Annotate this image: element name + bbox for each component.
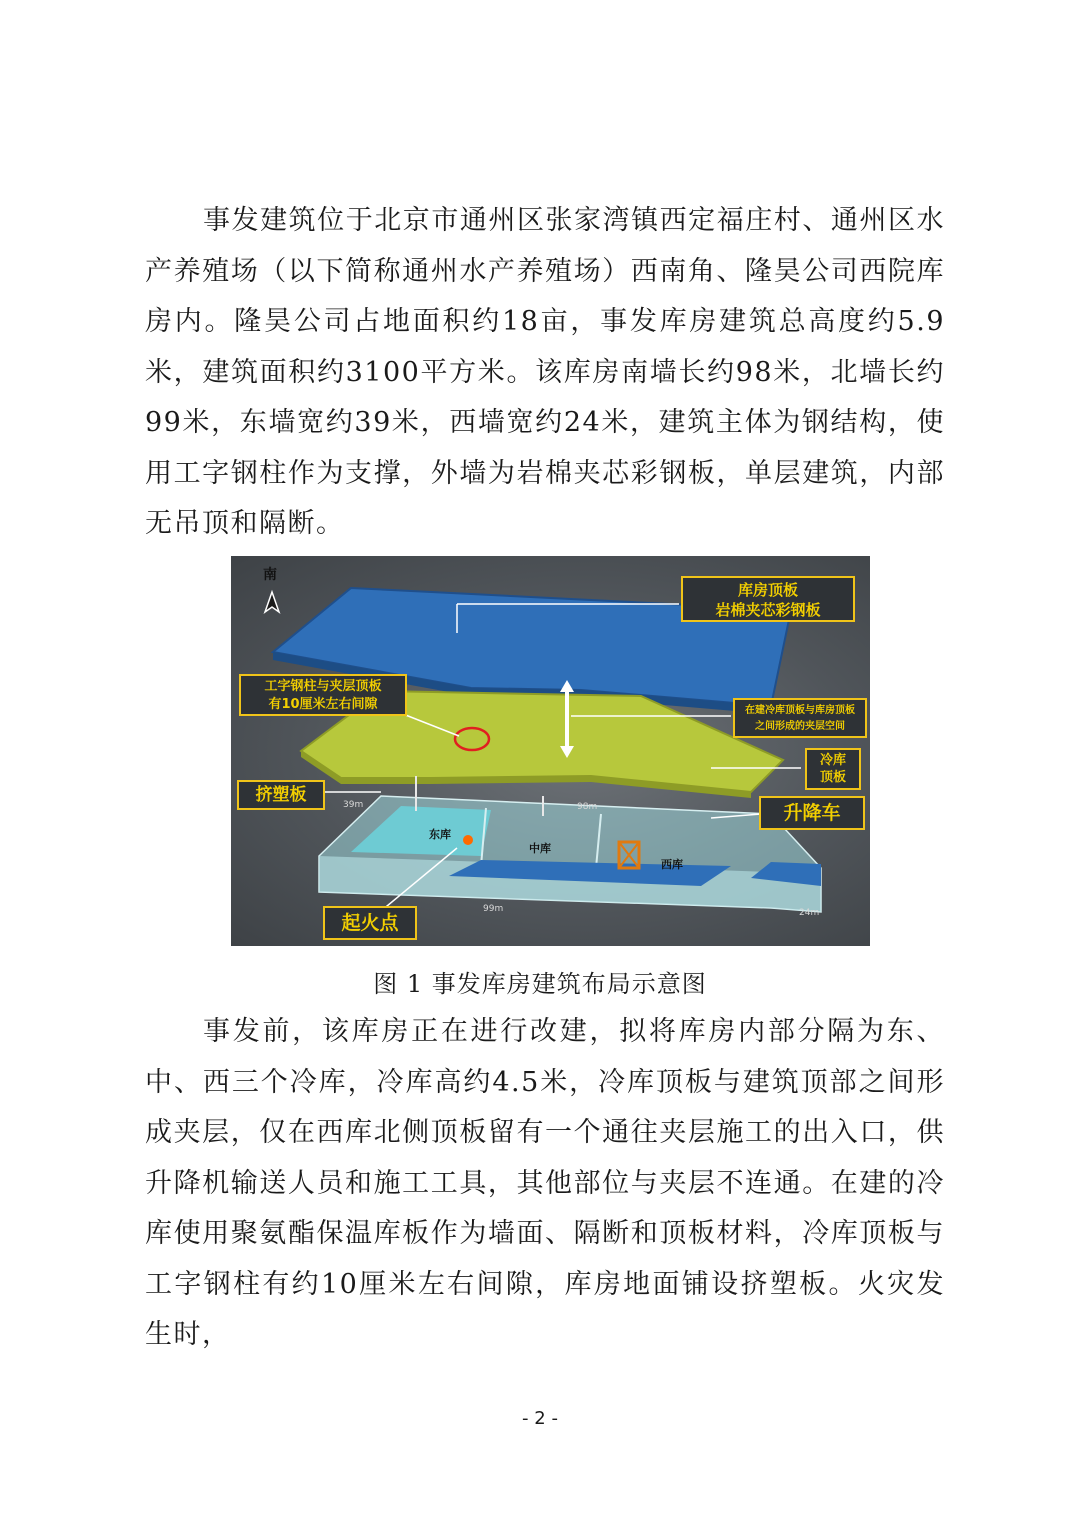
compass-needle-icon <box>265 592 279 612</box>
fire-icon <box>463 835 473 845</box>
interlayer-label-line2: 之间形成的夹层空间 <box>755 721 845 732</box>
cold-roof-label-line1: 冷库 <box>819 753 846 768</box>
building-layout-figure <box>231 556 870 946</box>
roof-label <box>681 576 855 622</box>
dim-24m: 24m <box>799 908 820 918</box>
paragraph-renovation: 事发前，该库房正在进行改建，拟将库房内部分隔为东、中、西三个冷库，冷库高约4.5米，冷库顶板与建筑顶部之间形成夹层，仅在西库北侧顶板留有一个通往夹层施工的出入口，供升降机输送人员和施工工具，其他部位与夹层不连通。在建的冷库使用聚氨酯保温库板作为墙面、隔断和顶板材料，冷库顶板与工字钢柱有约10厘米左右间隙，库房地面铺设挤塑板。火灾发生时， <box>145 1016 945 1350</box>
page-number: - 2 - <box>522 1408 558 1429</box>
xps-label: 挤塑板 <box>237 780 325 810</box>
dim-39m: 39m <box>343 800 364 810</box>
middle-store-label: 中库 <box>529 842 551 855</box>
west-store-label: 西库 <box>661 858 683 871</box>
paragraph-building-location: 事发建筑位于北京市通州区张家湾镇西定福庄村、通州区水产养殖场（以下简称通州水产养殖场）西南角、隆昊公司西院库房内。隆昊公司占地面积约18亩，事发库房建筑总高度约5.9米，建筑面积约3100平方米。该库房南墙长约98米，北墙长约99米，东墙宽约39米，西墙宽约24米，建筑主体为钢结构，使用工字钢柱作为支撑，外墙为岩棉夹芯彩钢板，单层建筑，内部无吊顶和隔断。 <box>145 205 945 539</box>
compass-label: 南 <box>263 567 277 583</box>
east-store-label: 东库 <box>429 828 451 841</box>
cold-roof-label-line2: 顶板 <box>819 770 846 785</box>
dim-99m: 99m <box>483 904 504 914</box>
gap-label-line2: 有10厘米左右间隙 <box>268 697 378 712</box>
interlayer-label <box>733 698 867 738</box>
gap-label <box>239 674 407 716</box>
lift-label: 升降车 <box>759 796 865 830</box>
fire-point-label: 起火点 <box>323 906 417 940</box>
cold-roof-label <box>805 748 861 790</box>
dim-98m: 98m <box>577 802 598 812</box>
figure-caption: 图 1 事发库房建筑布局示意图 <box>373 970 707 998</box>
roof-label-line2: 岩棉夹芯彩钢板 <box>715 601 821 619</box>
interlayer-label-line1: 在建冷库顶板与库房顶板 <box>745 705 855 716</box>
roof-label-line1: 库房顶板 <box>737 581 798 599</box>
gap-label-line1: 工字钢柱与夹层顶板 <box>264 679 382 694</box>
